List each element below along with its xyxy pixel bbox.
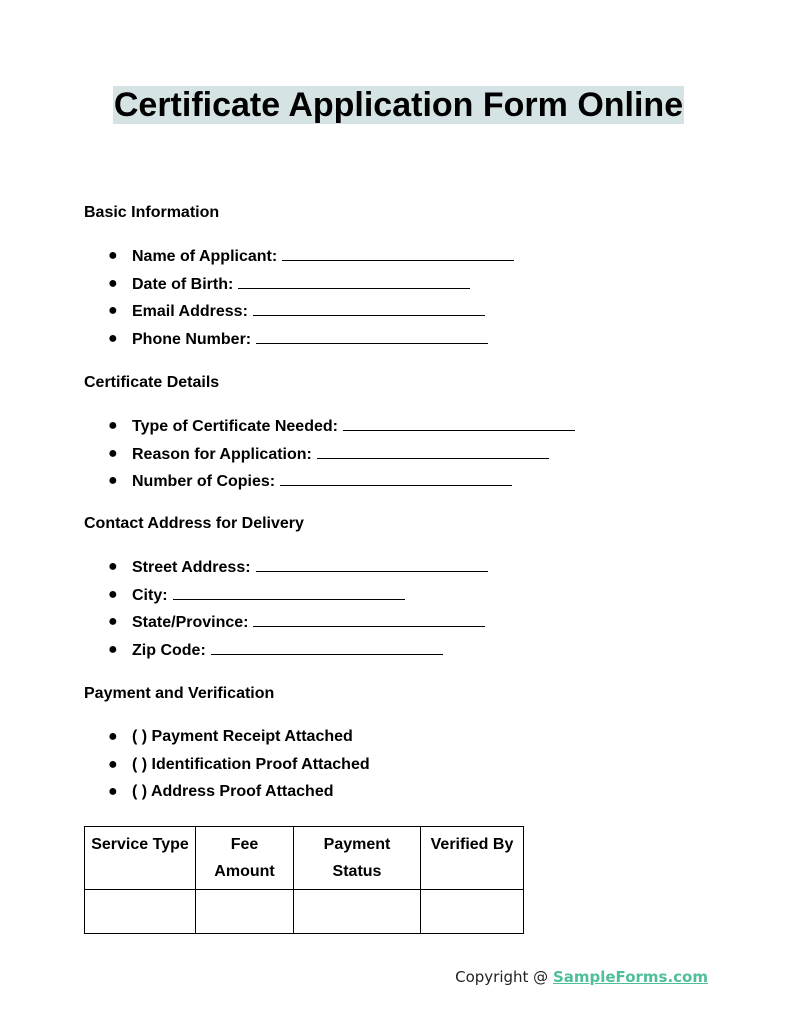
field-label: Number of Copies: [132, 473, 276, 490]
list-item[interactable] [84, 727, 370, 747]
field-label: Email Address: [132, 303, 248, 320]
certificate-type-field[interactable] [343, 416, 575, 431]
list-item [84, 274, 514, 294]
table-header-row [85, 827, 524, 890]
field-label: Phone Number: [132, 330, 252, 348]
city-field[interactable] [173, 585, 405, 600]
copyright-text: Copyright @ [455, 968, 553, 986]
bullet-icon: ● [108, 274, 118, 292]
bullet-icon: ● [108, 755, 118, 773]
header-service-type: Service Type [91, 836, 189, 853]
certificate-details-list [84, 416, 575, 499]
basic-information-list [84, 246, 514, 356]
checkbox-label[interactable]: ( ) Address Proof Attached [132, 783, 334, 800]
bullet-icon: ● [108, 613, 118, 630]
header-verified-by: Verified By [430, 836, 514, 853]
bullet-icon: ● [108, 558, 118, 575]
list-item [84, 416, 575, 436]
copyright-footer [455, 967, 708, 987]
bullet-icon: ● [108, 640, 118, 658]
list-item [84, 471, 575, 491]
payment-verification-list [84, 727, 370, 810]
field-label: Reason for Application: [132, 445, 312, 463]
list-item [84, 301, 514, 321]
field-label: Date of Birth: [132, 275, 234, 293]
section-heading-payment-verification: Payment and Verification [84, 685, 275, 702]
bullet-icon: ● [108, 585, 118, 603]
list-item [84, 444, 575, 464]
checkbox-label[interactable]: ( ) Identification Proof Attached [132, 755, 370, 773]
state-province-field[interactable] [253, 612, 485, 627]
service-table [84, 826, 524, 934]
header-payment-status: Payment Status [323, 836, 391, 880]
list-item [84, 585, 488, 605]
zip-code-field[interactable] [211, 640, 443, 655]
bullet-icon: ● [108, 728, 118, 745]
title-container [0, 86, 797, 124]
date-of-birth-field[interactable] [238, 274, 470, 289]
contact-address-list [84, 557, 488, 667]
bullet-icon: ● [108, 302, 118, 319]
field-label: Zip Code: [132, 641, 206, 659]
table-header-cell [85, 827, 196, 890]
section-heading-contact-address: Contact Address for Delivery [84, 515, 304, 532]
bullet-icon: ● [108, 472, 118, 489]
list-item [84, 329, 514, 349]
brand-link[interactable]: SampleForms.com [552, 968, 708, 986]
field-label: Street Address: [132, 559, 251, 576]
table-header-cell [196, 827, 294, 890]
list-item[interactable] [84, 782, 370, 802]
table-header-cell [421, 827, 524, 890]
list-item [84, 246, 514, 266]
list-item [84, 640, 488, 660]
section-heading-certificate-details: Certificate Details [84, 374, 220, 391]
phone-number-field[interactable] [256, 329, 488, 344]
table-cell-payment-status[interactable] [294, 890, 421, 934]
table-cell-service-type[interactable] [85, 890, 196, 934]
bullet-icon: ● [108, 247, 118, 264]
street-address-field[interactable] [256, 557, 488, 572]
reason-field[interactable] [317, 444, 549, 459]
field-label: City: [132, 586, 168, 604]
field-label: State/Province: [132, 614, 249, 631]
list-item [84, 612, 488, 632]
field-label: Name of Applicant: [132, 248, 278, 265]
field-label: Type of Certificate Needed: [132, 418, 338, 435]
section-heading-basic-information: Basic Information [84, 204, 220, 221]
bullet-icon: ● [108, 329, 118, 347]
list-item[interactable] [84, 755, 370, 775]
table-cell-verified-by[interactable] [421, 890, 524, 934]
checkbox-label[interactable]: ( ) Payment Receipt Attached [132, 728, 353, 745]
page-title: Certificate Application Form Online [113, 86, 684, 124]
bullet-icon: ● [108, 417, 118, 434]
name-of-applicant-field[interactable] [282, 246, 514, 261]
table-cell-fee-amount[interactable] [196, 890, 294, 934]
list-item [84, 557, 488, 577]
table-header-cell [294, 827, 421, 890]
table-row [85, 890, 524, 934]
bullet-icon: ● [108, 783, 118, 800]
bullet-icon: ● [108, 444, 118, 462]
email-address-field[interactable] [253, 301, 485, 316]
number-of-copies-field[interactable] [280, 471, 512, 486]
header-fee-amount: Fee Amount [214, 836, 275, 880]
